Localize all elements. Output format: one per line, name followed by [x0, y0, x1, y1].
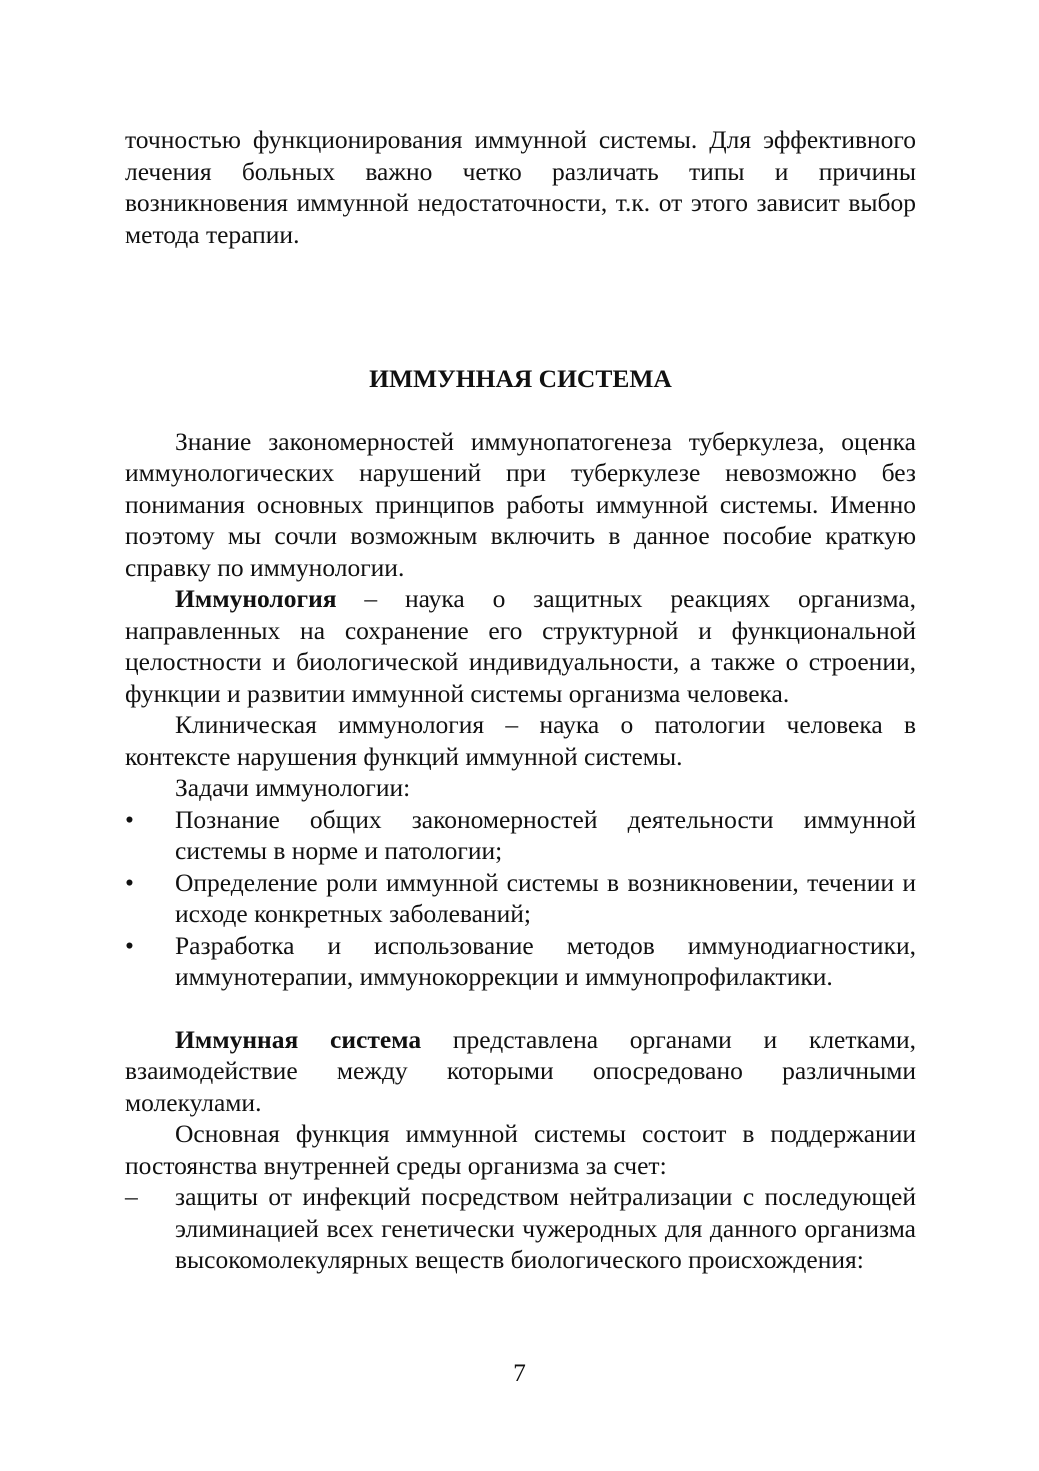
spacer — [125, 395, 916, 426]
bullet-marker: • — [125, 804, 134, 834]
list-item — [125, 930, 916, 993]
paragraph-immunology-definition — [125, 583, 916, 709]
tasks-list — [125, 804, 916, 993]
spacer — [125, 993, 916, 1024]
bullet-marker: • — [125, 867, 134, 897]
definition-text: – наука о защитных реакциях организма, направленных на сохранение его структурной и функциональной целостности и биологической индивидуальности, а также о строении, функции и развитии иммунной системы организма человека. — [125, 584, 916, 708]
definition-text: представлена органами и клетками, взаимодействие между которыми опосредовано различными молекулами. — [125, 1024, 916, 1117]
list-item-text: Познание общих закономерностей деятельности иммунной системы в норме и патологии; — [175, 804, 916, 865]
functions-list — [125, 1181, 916, 1276]
list-item-text: Определение роли иммунной системы в возникновении, течении и исходе конкретных заболеваний; — [175, 867, 916, 928]
section-heading: ИММУННАЯ СИСТЕМА — [369, 364, 672, 393]
paragraph-clinical-immunology: Клиническая иммунология – наука о патологии человека в контексте нарушения функций иммунной системы. — [125, 710, 916, 771]
spacer — [125, 250, 916, 363]
term-immunology: Иммунология — [175, 584, 337, 613]
bullet-marker: • — [125, 930, 134, 960]
term-immune-system: Иммунная система — [175, 1024, 422, 1054]
page-number: 7 — [513, 1358, 526, 1387]
list-item — [125, 1181, 916, 1276]
paragraph-continuation: точностью функционирования иммунной системы. Для эффективного лечения больных важно четко различать типы и причины возникновения иммунной недостаточности, т.к. от этого зависит выбор метода терапии. — [125, 125, 916, 249]
page-body — [125, 124, 916, 1276]
paragraph-tasks-label: Задачи иммунологии: — [175, 773, 411, 802]
paragraph-intro: Знание закономерностей иммунопатогенеза туберкулеза, оценка иммунологических нарушений при туберкулезе невозможно без понимания основных принципов работы иммунной системы. Именно поэтому мы сочли возможным включить в данное пособие краткую справку по иммунологии. — [125, 426, 916, 582]
list-item — [125, 867, 916, 930]
list-item — [125, 804, 916, 867]
list-item-text: Разработка и использование методов иммунодиагностики, иммунотерапии, иммунокоррекции и иммунопрофилактики. — [175, 930, 916, 991]
dash-marker: – — [125, 1182, 138, 1211]
list-item-text: защиты от инфекций посредством нейтрализации с последующей элиминацией всех генетически чужеродных для данного организма высокомолекулярных веществ биологического происхождения: — [175, 1182, 916, 1274]
paragraph-immune-system-definition — [125, 1024, 916, 1119]
paragraph-main-function: Основная функция иммунной системы состоит в поддержании постоянства внутренней среды организма за счет: — [125, 1119, 916, 1180]
